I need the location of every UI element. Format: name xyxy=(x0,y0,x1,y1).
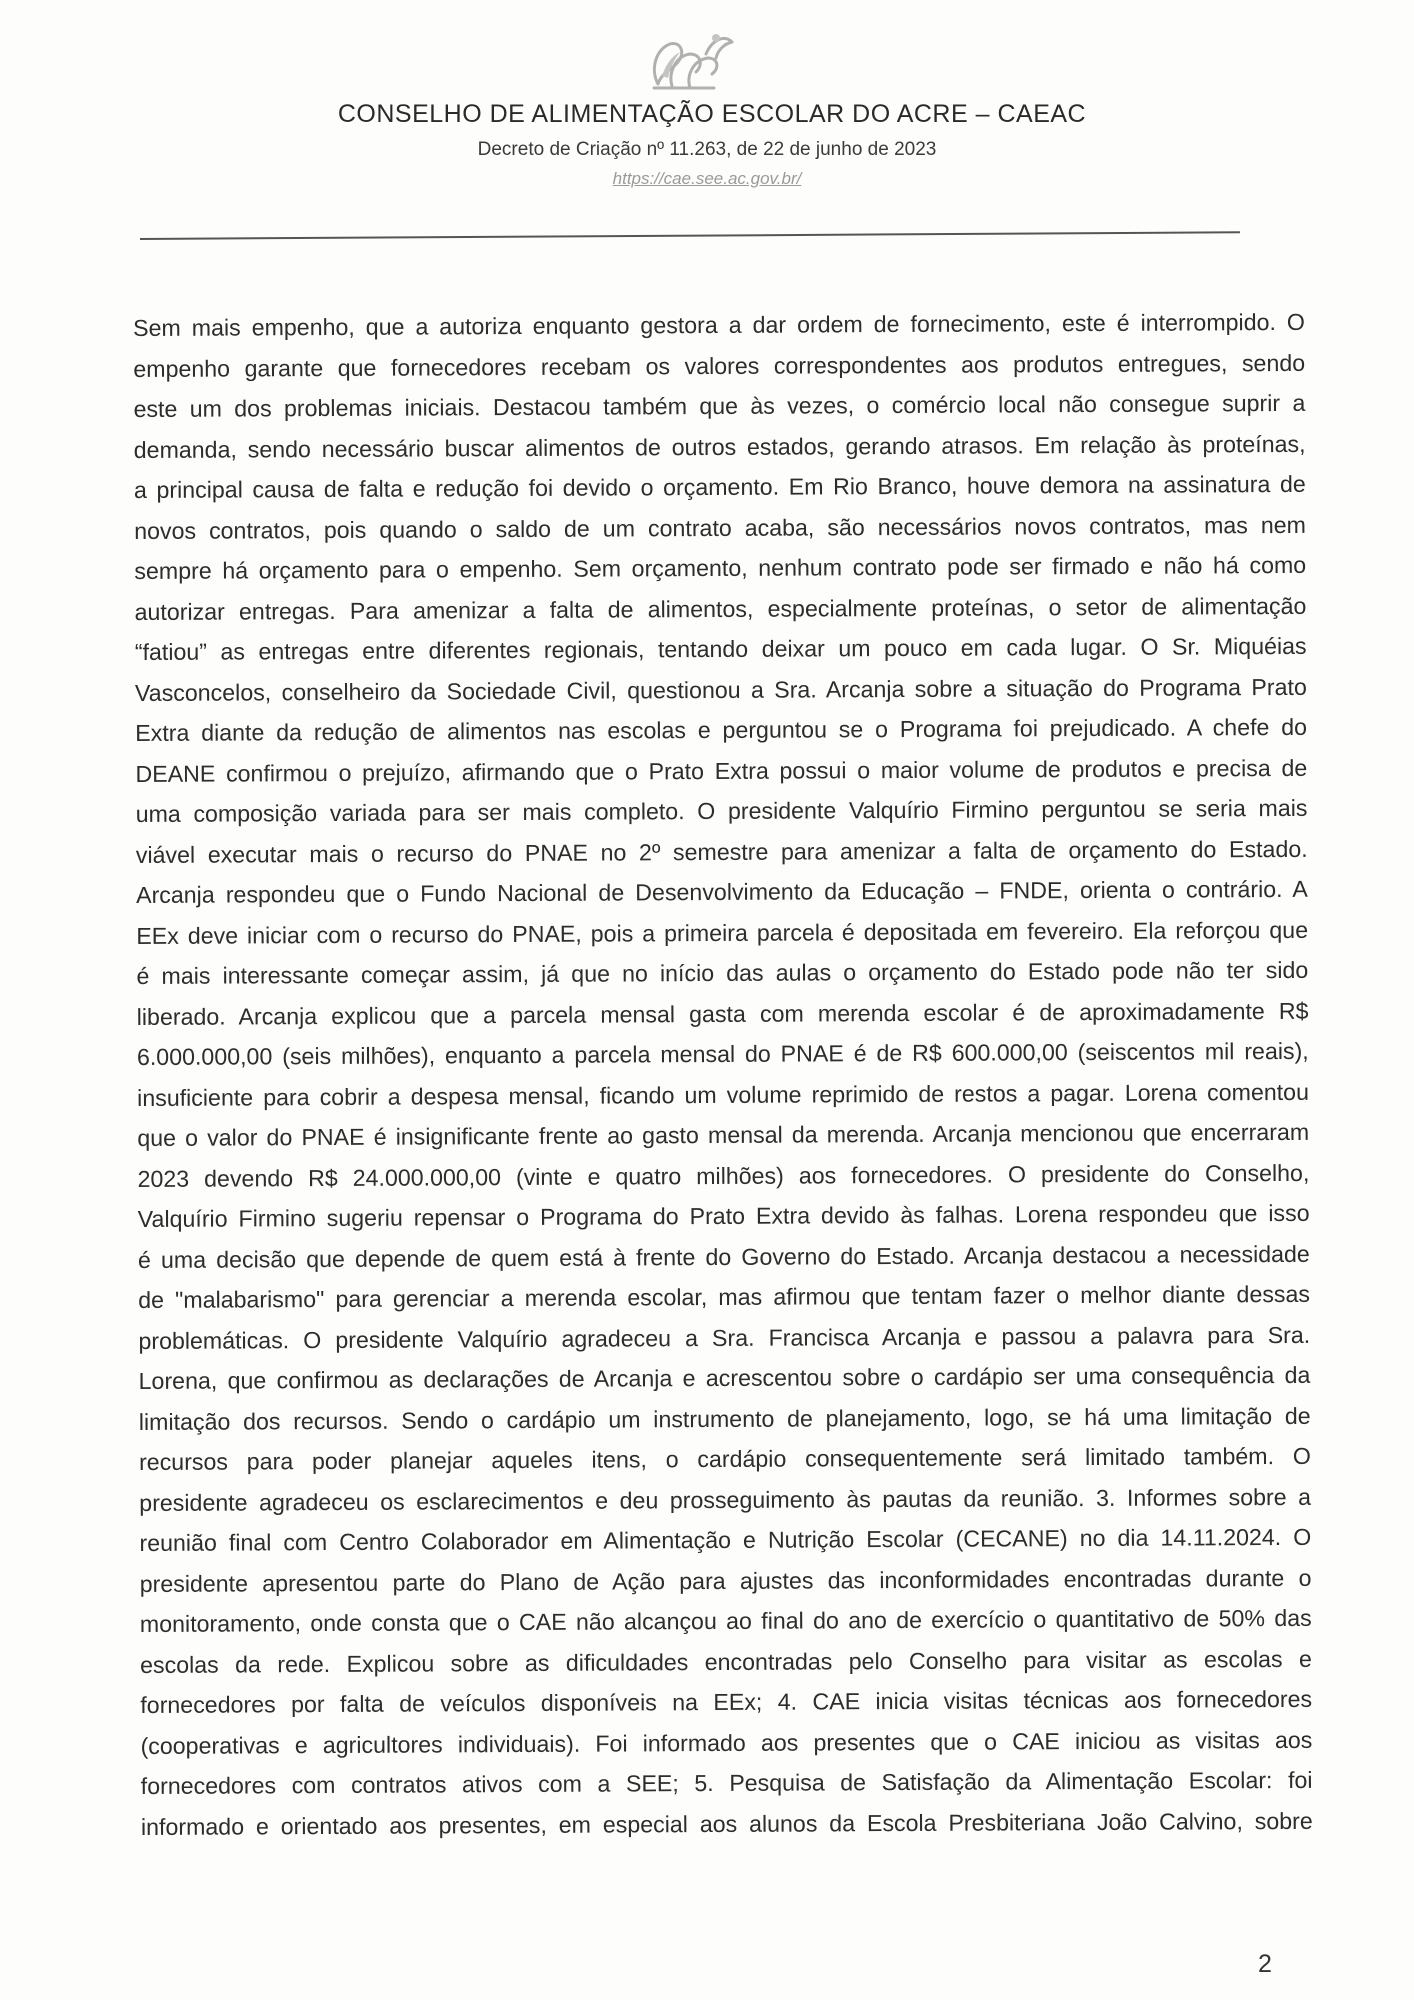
text-line: informado e orientado aos presentes, em especial aos alunos da Escola Presbiteriana João Calvino, sobre xyxy=(140,1807,1313,1840)
text-line: autorizar entregas. Para amenizar a falta de alimentos, especialmente proteínas, o setor de alimentação xyxy=(134,592,1307,625)
text-line: a principal causa de falta e redução foi devido o orçamento. Em Rio Branco, houve demora na assinatura de xyxy=(133,470,1306,503)
document-header xyxy=(0,100,1414,189)
text-line: 6.000.000,00 (seis milhões), enquanto a parcela mensal do PNAE é de R$ 600.000,00 (seiscentos mil reais), xyxy=(136,1037,1309,1070)
text-line: demanda, sendo necessário buscar alimentos de outros estados, gerando atrasos. Em relação às proteínas, xyxy=(133,430,1306,463)
text-line: Arcanja respondeu que o Fundo Nacional de Desenvolvimento da Educação – FNDE, orienta o contrário. A xyxy=(136,875,1308,908)
council-title: CONSELHO DE ALIMENTAÇÃO ESCOLAR DO ACRE – CAEAC xyxy=(337,100,1087,128)
minutes-body xyxy=(133,302,1313,1847)
page-number: 2 xyxy=(1258,1950,1272,1978)
text-line: é mais interessante começar assim, já que no início das aulas o orçamento do Estado pode não ter sido xyxy=(136,956,1309,989)
text-line: (cooperativas e agricultores individuais). Foi informado aos presentes que o CAE iniciou as visitas aos xyxy=(140,1726,1313,1759)
website-link[interactable]: https://cae.see.ac.gov.br/ xyxy=(612,169,802,188)
text-line: liberado. Arcanja explicou que a parcela mensal gasta com merenda escolar é de aproximadamente R$ xyxy=(136,997,1309,1030)
text-line: escolas da rede. Explicou sobre as dificuldades encontradas pelo Conselho para visitar as escolas e xyxy=(140,1645,1312,1678)
text-line: de "malabarismo" para gerenciar a merenda escolar, mas afirmou que tentam fazer o melhor diante dessas xyxy=(138,1280,1311,1313)
text-line: é uma decisão que depende de quem está à frente do Governo do Estado. Arcanja destacou a necessidade xyxy=(137,1240,1310,1273)
council-logo xyxy=(628,14,748,104)
text-line: limitação dos recursos. Sendo o cardápio um instrumento de planejamento, logo, se há uma limitação de xyxy=(138,1402,1311,1435)
text-line: recursos para poder planejar aqueles itens, o cardápio consequentemente será limitado também. O xyxy=(138,1442,1311,1475)
decree-line: Decreto de Criação nº 11.263, de 22 de junho de 2023 xyxy=(477,139,937,160)
text-line: empenho garante que fornecedores recebam os valores correspondentes aos produtos entregues, sendo xyxy=(133,349,1306,382)
text-line: monitoramento, onde consta que o CAE não alcançou ao final do ano de exercício o quantitativo de 50% das xyxy=(139,1604,1312,1637)
text-line: Valquírio Firmino sugeriu repensar o Programa do Prato Extra devido às falhas. Lorena respondeu que isso xyxy=(137,1199,1310,1232)
text-line: fornecedores com contratos ativos com a SEE; 5. Pesquisa de Satisfação da Alimentação Escolar: foi xyxy=(140,1766,1313,1799)
text-line: sempre há orçamento para o empenho. Sem orçamento, nenhum contrato pode ser firmado e não há como xyxy=(134,551,1307,584)
text-line: Sem mais empenho, que a autoriza enquanto gestora a dar ordem de fornecimento, este é interrompido. O xyxy=(133,308,1305,341)
text-line: presidente agradeceu os esclarecimentos e deu prosseguimento às pautas da reunião. 3. Informes sobre a xyxy=(139,1483,1312,1516)
text-line: 2023 devendo R$ 24.000.000,00 (vinte e quatro milhões) aos fornecedores. O presidente do Conselho, xyxy=(137,1159,1310,1192)
text-line: DEANE confirmou o prejuízo, afirmando que o Prato Extra possui o maior volume de produtos e precisa de xyxy=(135,754,1308,787)
text-line: Lorena, que confirmou as declarações de Arcanja e acrescentou sobre o cardápio ser uma consequência da xyxy=(138,1361,1311,1394)
text-line: este um dos problemas iniciais. Destacou também que às vezes, o comércio local não consegue suprir a xyxy=(133,389,1306,422)
text-line: reunião final com Centro Colaborador em Alimentação e Nutrição Escolar (CECANE) no dia 14.11.2024. O xyxy=(139,1523,1312,1556)
text-line: que o valor do PNAE é insignificante frente ao gasto mensal da merenda. Arcanja mencionou que encerraram xyxy=(137,1118,1310,1151)
text-line: EEx deve iniciar com o recurso do PNAE, pois a primeira parcela é depositada em fevereiro. Ela reforçou que xyxy=(136,916,1309,949)
text-line: Vasconcelos, conselheiro da Sociedade Civil, questionou a Sra. Arcanja sobre a situação do Programa Prato xyxy=(134,673,1307,706)
text-line: presidente apresentou parte do Plano de Ação para ajustes das inconformidades encontradas durante o xyxy=(139,1564,1312,1597)
text-line: “fatiou” as entregas entre diferentes regionais, tentando deixar um pouco em cada lugar. O Sr. Miquéias xyxy=(134,632,1307,665)
text-line: insuficiente para cobrir a despesa mensal, ficando um volume reprimido de restos a pagar. Lorena comentou xyxy=(137,1078,1309,1111)
text-line: uma composição variada para ser mais completo. O presidente Valquírio Firmino perguntou se seria mais xyxy=(135,794,1308,827)
text-line: viável executar mais o recurso do PNAE no 2º semestre para amenizar a falta de orçamento do Estado. xyxy=(135,835,1308,868)
text-line: problemáticas. O presidente Valquírio agradeceu a Sra. Francisca Arcanja e passou a palavra para Sra. xyxy=(138,1321,1311,1354)
header-divider xyxy=(140,231,1240,240)
text-line: Extra diante da redução de alimentos nas escolas e perguntou se o Programa foi prejudicado. A chefe do xyxy=(135,713,1308,746)
text-line: fornecedores por falta de veículos disponíveis na EEx; 4. CAE inicia visitas técnicas aos fornecedores xyxy=(140,1685,1313,1718)
text-line: novos contratos, pois quando o saldo de um contrato acaba, são necessários novos contratos, mas nem xyxy=(134,511,1307,544)
